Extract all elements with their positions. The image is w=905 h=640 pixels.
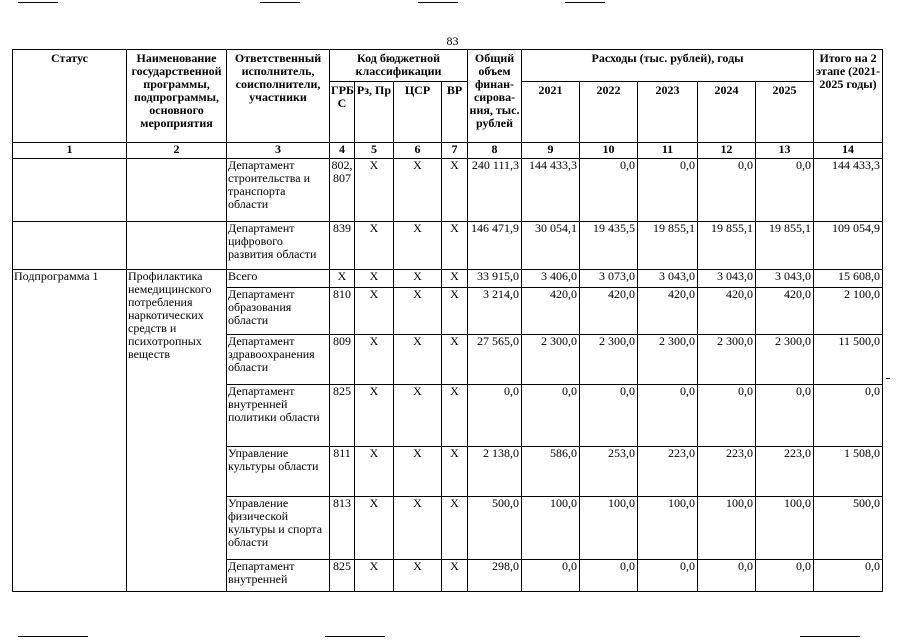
total-cell: 2 138,0 [468,447,522,497]
status-cell [13,159,127,222]
responsible-cell: Департамент образования области [227,288,330,335]
responsible-cell: Департамент строительства и транспорта области [227,159,330,222]
header-itogo: Итого на 2 этапе (2021-2025 годы) [814,50,883,143]
vr-cell: X [442,159,468,222]
year-value-cell: 420,0 [638,288,698,335]
top-rule [565,2,605,3]
grbs-cell: 825 [330,560,355,592]
year-value-cell: 3 043,0 [698,270,756,288]
csr-cell: X [394,335,442,385]
column-number: 10 [580,143,638,159]
year-value-cell: 420,0 [756,288,814,335]
vr-cell: X [442,335,468,385]
year-value-cell: 420,0 [698,288,756,335]
table-body [13,159,883,592]
year-value-cell: 2 300,0 [698,335,756,385]
year-value-cell: 0,0 [756,560,814,592]
grbs-cell: 809 [330,335,355,385]
header-grbs: ГРБ С [330,82,355,143]
year-value-cell: 0,0 [580,159,638,222]
year-value-cell: 19 855,1 [638,222,698,270]
header-year: 2021 [522,82,580,143]
bottom-rule [18,636,88,637]
grbs-cell: 810 [330,288,355,335]
year-value-cell: 3 043,0 [756,270,814,288]
total-cell: 33 915,0 [468,270,522,288]
year-value-cell: 30 054,1 [522,222,580,270]
header-year: 2024 [698,82,756,143]
table-row [13,222,883,270]
total-cell: 27 565,0 [468,335,522,385]
column-number: 2 [127,143,227,159]
responsible-cell: Департамент цифрового развития области [227,222,330,270]
year-value-cell: 0,0 [698,560,756,592]
column-number: 13 [756,143,814,159]
csr-cell: X [394,222,442,270]
year-value-cell: 100,0 [522,497,580,560]
column-number: 3 [227,143,330,159]
year-value-cell: 19 855,1 [698,222,756,270]
grbs-cell: 825 [330,385,355,447]
total-cell: 0,0 [468,385,522,447]
top-rule [418,2,458,3]
year-value-cell: 2 300,0 [756,335,814,385]
column-number: 7 [442,143,468,159]
year-value-cell: 0,0 [638,385,698,447]
status-cell [13,222,127,270]
bottom-rule [800,636,860,637]
name-cell [127,222,227,270]
year-value-cell: 0,0 [756,159,814,222]
year-value-cell: 2 300,0 [580,335,638,385]
margin-tick [886,378,890,379]
column-number: 6 [394,143,442,159]
year-value-cell: 420,0 [522,288,580,335]
grbs-cell: 802, 807 [330,159,355,222]
total-cell: 298,0 [468,560,522,592]
itogo-cell: 1 508,0 [814,447,883,497]
header-year: 2025 [756,82,814,143]
vr-cell: X [442,560,468,592]
column-number: 12 [698,143,756,159]
year-value-cell: 19 855,1 [756,222,814,270]
responsible-cell: Управление культуры области [227,447,330,497]
grbs-cell: 811 [330,447,355,497]
year-value-cell: 19 435,5 [580,222,638,270]
column-number: 5 [355,143,394,159]
column-number: 4 [330,143,355,159]
rz-pr-cell: X [355,222,394,270]
year-value-cell: 0,0 [698,385,756,447]
rz-pr-cell: X [355,288,394,335]
grbs-cell: 839 [330,222,355,270]
header-year: 2022 [580,82,638,143]
header-rz-pr: Рз, Пр [355,82,394,143]
csr-cell: X [394,447,442,497]
year-value-cell: 3 406,0 [522,270,580,288]
column-number: 11 [638,143,698,159]
itogo-cell: 0,0 [814,560,883,592]
csr-cell: X [394,497,442,560]
year-value-cell: 144 433,3 [522,159,580,222]
responsible-cell: Управление физической культуры и спорта области [227,497,330,560]
itogo-cell: 11 500,0 [814,335,883,385]
year-value-cell: 420,0 [580,288,638,335]
year-value-cell: 2 300,0 [638,335,698,385]
header-expenses: Расходы (тыс. рублей), годы [522,50,814,82]
column-number: 8 [468,143,522,159]
responsible-cell: Департамент внутренней политики области [227,385,330,447]
top-rule [260,2,300,3]
vr-cell: X [442,447,468,497]
budget-table [12,49,883,592]
total-cell: 240 111,3 [468,159,522,222]
name-cell [127,159,227,222]
year-value-cell: 0,0 [638,159,698,222]
responsible-cell: Департамент внутренней [227,560,330,592]
header-year: 2023 [638,82,698,143]
itogo-cell: 500,0 [814,497,883,560]
year-value-cell: 0,0 [522,385,580,447]
year-value-cell: 2 300,0 [522,335,580,385]
table-row [13,159,883,222]
responsible-cell: Департамент здравоохранения области [227,335,330,385]
column-number: 9 [522,143,580,159]
column-number: 14 [814,143,883,159]
csr-cell: X [394,560,442,592]
year-value-cell: 0,0 [580,560,638,592]
vr-cell: X [442,385,468,447]
rz-pr-cell: X [355,270,394,288]
itogo-cell: 15 608,0 [814,270,883,288]
itogo-cell: 0,0 [814,385,883,447]
year-value-cell: 100,0 [580,497,638,560]
year-value-cell: 0,0 [580,385,638,447]
status-cell: Подпрограмма 1 [13,270,127,592]
rz-pr-cell: X [355,159,394,222]
year-value-cell: 100,0 [638,497,698,560]
rz-pr-cell: X [355,497,394,560]
itogo-cell: 144 433,3 [814,159,883,222]
year-value-cell: 0,0 [698,159,756,222]
vr-cell: X [442,270,468,288]
rz-pr-cell: X [355,447,394,497]
year-value-cell: 3 043,0 [638,270,698,288]
rz-pr-cell: X [355,385,394,447]
name-cell: Профилактика немедицинского потребления наркотических средств и психотропных веществ [127,270,227,592]
total-cell: 500,0 [468,497,522,560]
total-cell: 3 214,0 [468,288,522,335]
csr-cell: X [394,159,442,222]
itogo-cell: 2 100,0 [814,288,883,335]
table-row [13,270,883,288]
csr-cell: X [394,385,442,447]
year-value-cell: 586,0 [522,447,580,497]
year-value-cell: 100,0 [756,497,814,560]
year-value-cell: 223,0 [756,447,814,497]
year-value-cell: 0,0 [756,385,814,447]
header-vr: ВР [442,82,468,143]
csr-cell: X [394,270,442,288]
column-number-row [13,143,883,159]
year-value-cell: 223,0 [698,447,756,497]
header-responsible: Ответственный исполнитель, соисполнители, участники [227,50,330,143]
header-total: Общий объем финан-сирова-ния, тыс. рублей [468,50,522,143]
itogo-cell: 109 054,9 [814,222,883,270]
column-number: 1 [13,143,127,159]
year-value-cell: 3 073,0 [580,270,638,288]
vr-cell: X [442,222,468,270]
header-name: Наименование государственной программы, подпрограммы, основного мероприятия [127,50,227,143]
rz-pr-cell: X [355,560,394,592]
grbs-cell: 813 [330,497,355,560]
csr-cell: X [394,288,442,335]
year-value-cell: 253,0 [580,447,638,497]
vr-cell: X [442,497,468,560]
year-value-cell: 223,0 [638,447,698,497]
year-value-cell: 100,0 [698,497,756,560]
grbs-cell: X [330,270,355,288]
responsible-cell: Всего [227,270,330,288]
vr-cell: X [442,288,468,335]
header-status: Статус [13,50,127,143]
rz-pr-cell: X [355,335,394,385]
year-value-cell: 0,0 [522,560,580,592]
header-csr: ЦСР [394,82,442,143]
bottom-rule [325,636,385,637]
total-cell: 146 471,9 [468,222,522,270]
year-value-cell: 0,0 [638,560,698,592]
page-number: 83 [446,34,459,48]
top-rule [18,2,58,3]
header-budget-code: Код бюджетной классификации [330,50,468,82]
